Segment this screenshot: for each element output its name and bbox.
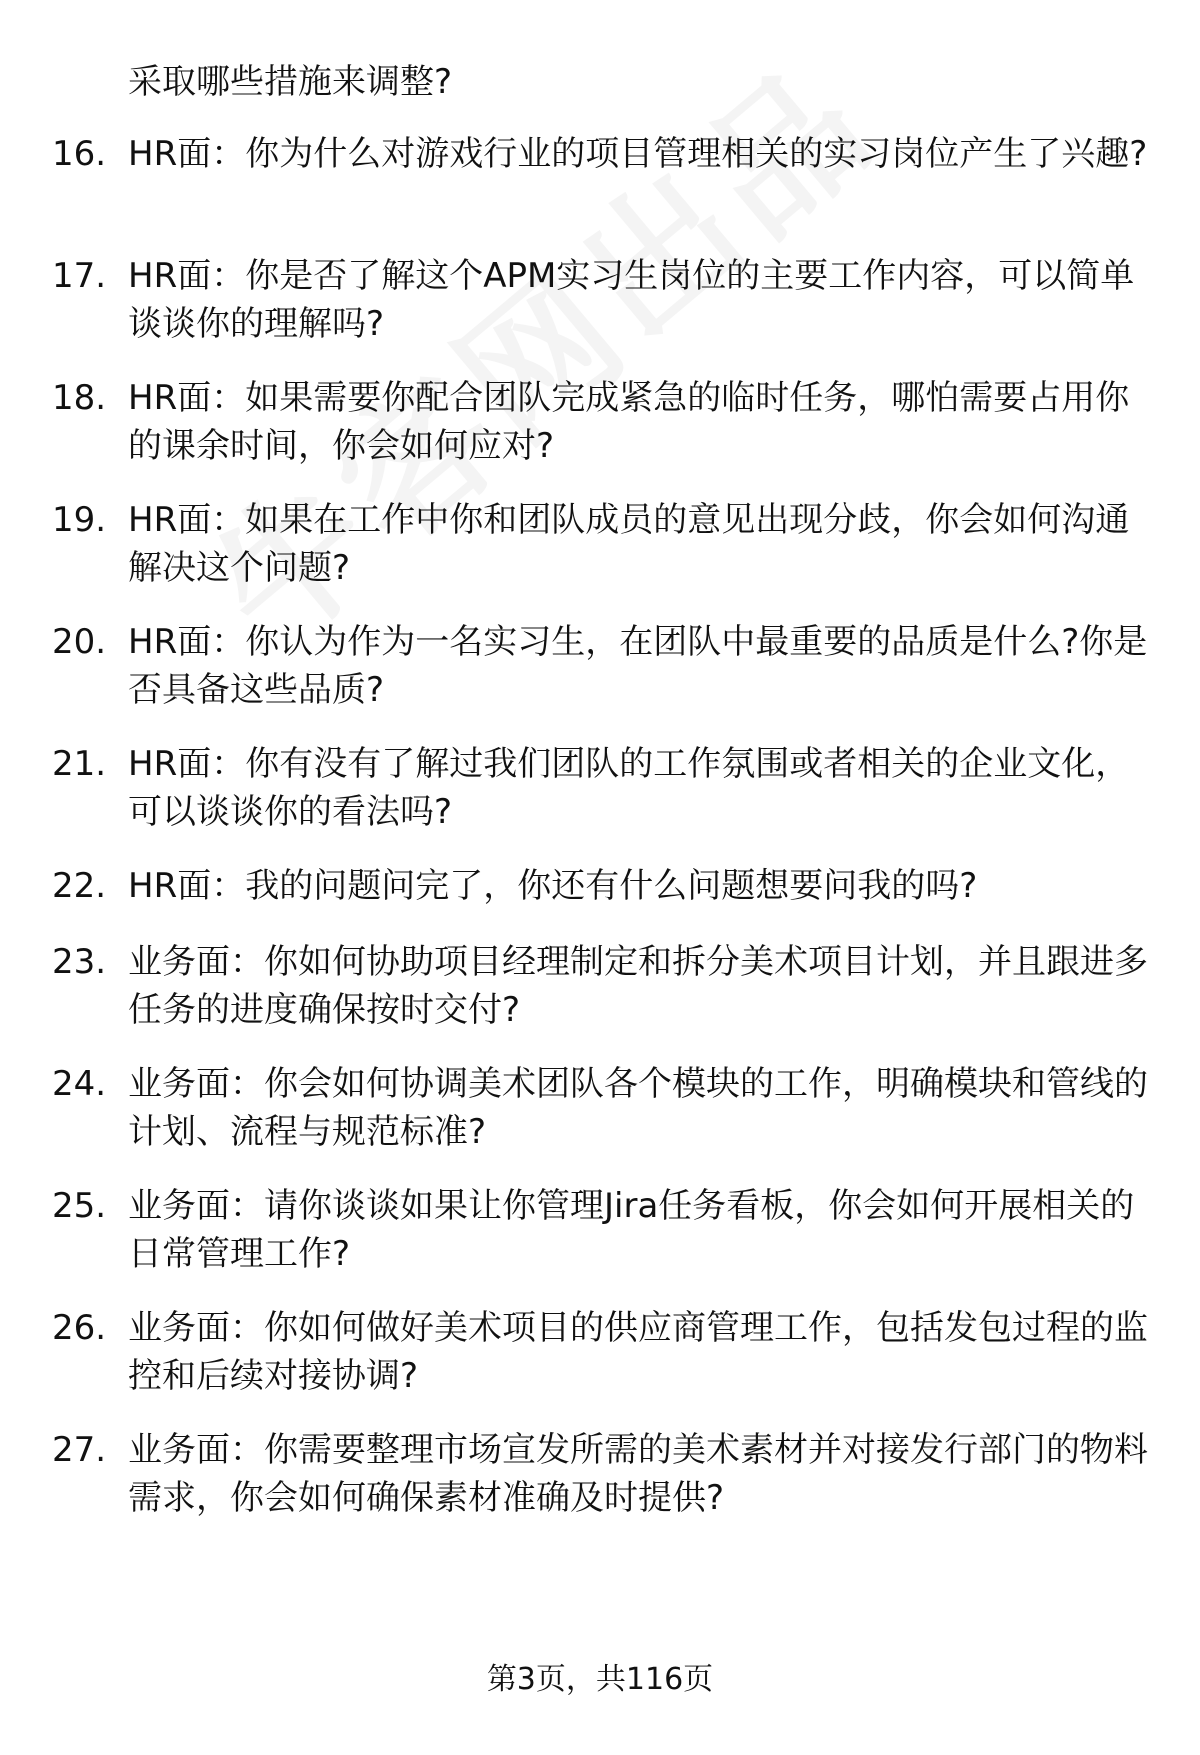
question-text: HR面：你是否了解这个APM实习生岗位的主要工作内容，可以简单谈谈你的理解吗? — [128, 256, 1135, 344]
continuation-text: 采取哪些措施来调整? — [128, 62, 453, 102]
question-text: 业务面：你会如何协调美术团队各个模块的工作，明确模块和管线的计划、流程与规范标准? — [128, 1064, 1148, 1152]
question-text: 业务面：你如何做好美术项目的供应商管理工作，包括发包过程的监控和后续对接协调? — [128, 1308, 1148, 1396]
question-text: HR面：你为什么对游戏行业的项目管理相关的实习岗位产生了兴趣? — [128, 134, 1148, 174]
question-number: 23. — [52, 942, 107, 982]
question-number: 17. — [52, 256, 107, 296]
question-number: 18. — [52, 378, 107, 418]
question-text: HR面：你认为作为一名实习生，在团队中最重要的品质是什么?你是否具备这些品质? — [128, 622, 1148, 710]
page-footer: 第3页，共116页 — [486, 1662, 714, 1697]
question-number: 16. — [52, 134, 107, 174]
question-text: 业务面：你需要整理市场宣发所需的美术素材并对接发行部门的物料需求，你会如何确保素材准确及时提供? — [128, 1430, 1148, 1518]
question-number: 25. — [52, 1186, 107, 1226]
question-number: 22. — [52, 866, 107, 906]
question-text: 业务面：你如何协助项目经理制定和拆分美术项目计划，并且跟进多任务的进度确保按时交付? — [128, 942, 1148, 1030]
question-text: HR面：你有没有了解过我们团队的工作氛围或者相关的企业文化，可以谈谈你的看法吗? — [128, 744, 1130, 832]
question-number: 21. — [52, 744, 107, 784]
question-number: 19. — [52, 500, 107, 540]
question-number: 27. — [52, 1430, 107, 1470]
question-text: 业务面：请你谈谈如果让你管理Jira任务看板，你会如何开展相关的日常管理工作? — [128, 1186, 1135, 1274]
question-number: 26. — [52, 1308, 107, 1348]
question-text: HR面：如果在工作中你和团队成员的意见出现分歧，你会如何沟通解决这个问题? — [128, 500, 1130, 588]
question-text: HR面：如果需要你配合团队完成紧急的临时任务，哪怕需要占用你的课余时间，你会如何应对? — [128, 378, 1130, 466]
question-number: 24. — [52, 1064, 107, 1104]
question-text: HR面：我的问题问完了，你还有什么问题想要问我的吗? — [128, 866, 978, 906]
question-number: 20. — [52, 622, 107, 662]
